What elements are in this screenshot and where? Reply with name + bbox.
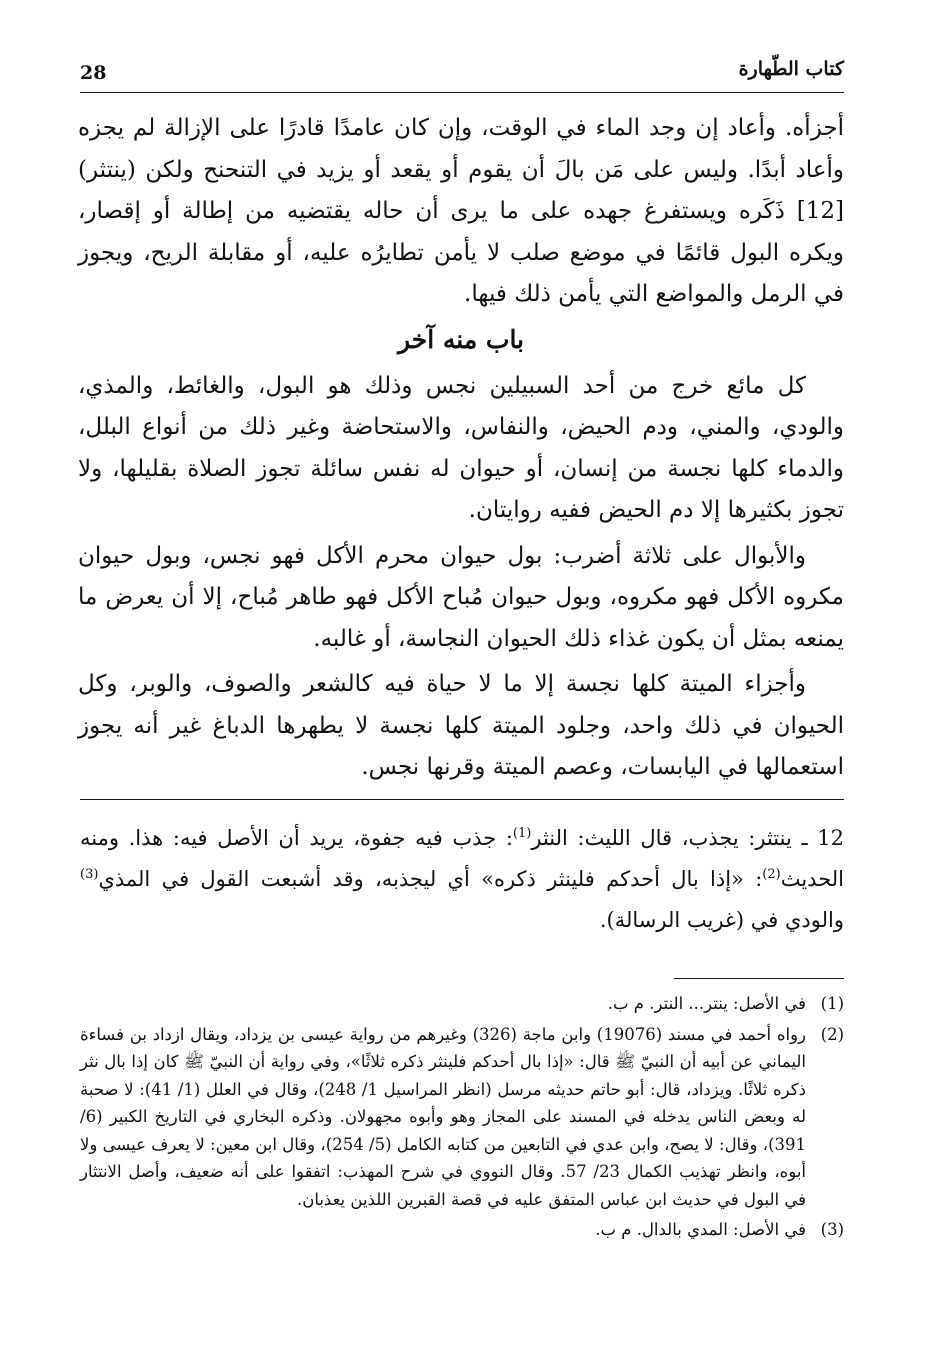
- gloss-part-3: : «إذا بال أحدكم فلينثر ذكره» أي ليجذبه، وقد أشبعت القول في المذي: [98, 867, 763, 891]
- section-title: باب منه آخر: [397, 324, 525, 354]
- main-text: [78, 108, 844, 789]
- footnote-number: (3): [820, 1220, 844, 1239]
- gloss-footnote-ref-2[interactable]: (2): [762, 867, 781, 882]
- gloss-footnote-ref-3[interactable]: (3): [80, 867, 99, 882]
- paragraph-4: وأجزاء الميتة كلها نجسة إلا ما لا حياة فيه كالشعر والصوف، والوبر، وكل الحيوان في ذلك واحد، وجلود الميتة كلها نجسة لا يطهرها الدباغ غير أنه يجوز استعمالها في اليابسات، وعصم الميتة وقرنها نجس.: [78, 671, 844, 780]
- gloss-part-2: : جذب فيه جفوة، يريد أن الأصل فيه: هذا. ومنه الحديث: [80, 826, 844, 891]
- footnote-1: [80, 990, 844, 1018]
- footnote-number: (1): [820, 994, 844, 1013]
- gloss-commentary: [80, 818, 844, 941]
- gloss-footnote-ref-1[interactable]: (1): [512, 826, 532, 841]
- footnote-2: [80, 1021, 844, 1214]
- paragraph-3: والأبوال على ثلاثة أضرب: بول حيوان محرم الأكل فهو نجس، وبول حيوان مكروه الأكل فهو مكروه، وبول حيوان مُباح الأكل فهو طاهر مُباح، إلا أن يعرض ما يمنعه بمثل أن يكون غذاء ذلك الحيوان النجاسة، أو غالبه.: [78, 542, 844, 652]
- gloss-paragraph: [80, 818, 844, 941]
- footnote-text: في الأصل: المدي بالدال. م ب.: [595, 1220, 806, 1239]
- footnote-3: [80, 1216, 844, 1244]
- footnote-separator-rule: [674, 978, 844, 979]
- text-separator-rule: [80, 799, 844, 800]
- running-title: كتاب الطّهارة: [738, 58, 844, 80]
- header-rule: [80, 92, 844, 93]
- page-header: [80, 52, 844, 92]
- gloss-part-1: 12 ـ ينتثر: يجذب، قال الليث: النثر: [531, 826, 844, 850]
- footnote-text: رواه أحمد في مسند (19076) وابن ماجة (326) وغيرهم من رواية عيسى بن يزداد، ويقال ازداد بن فساءة اليماني عن أبيه أن النبيّ ﷺ قال: «إذا بال أحدكم فلينثر ذكره ثلاثًا»، وفي رواية أن النبيّ ﷺ كان إذا بال نثر ذكره ثلاثًا. ويزداد، قال: أبو حاتم حديثه مرسل (انظر المراسيل 1/ 248)، وقال في العلل (1/ 41): لا صحبة له وبعض الناس يدخله في المسند على المجاز وهو وأبوه مجهولان. وذكره البخاري في التاريخ الكبير (6/ 391)، وقال: لا يصح، وابن عدي في التابعين من كتابه الكامل (5/ 254)، وقال ابن معين: لا يعرف عيسى ولا أبوه، وانظر تهذيب الكمال 23/ 57. وقال النووي في شرح المهذب: اتفقوا على أنه ضعيف، وأصل الانتثار في البول في حديث ابن عباس المتفق عليه في قصة القبرين اللذين يعذبان.: [80, 1024, 807, 1209]
- paragraph-2: كل مائع خرج من أحد السبيلين نجس وذلك هو البول، والغائط، والمذي، والودي، والمني، ودم الحيض، والنفاس، والاستحاضة وغير ذلك من أنواع البلل، والدماء كلها نجسة من إنسان، أو حيوان له نفس سائلة تجوز الصلاة بقليلها، ولا تجوز بكثيرها إلا دم الحيض ففيه روايتان.: [78, 372, 844, 523]
- footnote-number: (2): [820, 1024, 844, 1044]
- footnote-text: في الأصل: ينتر... النتر. م ب.: [607, 994, 806, 1013]
- paragraph-1: أجزأه. وأعاد إن وجد الماء في الوقت، وإن كان عامدًا قادرًا على الإزالة لم يجزه وأعاد أبدًا. وليس على مَن بالَ أن يقوم أو يقعد أو يزيد في التنحنح ولكن (ينتثر)[12] ذَكَره ويستفرغ جهده على ما يرى أن حاله يقتضيه من إطالة أو إقصار، ويكره البول قائمًا في موضع صلب لا يأمن تطايرُه عليه، أو مقابلة الريح، ويجوز في الرمل والمواضع التي يأمن ذلك فيها.: [78, 115, 844, 307]
- page-number: 28: [80, 62, 107, 84]
- footnotes: [80, 990, 844, 1244]
- gloss-part-4: والودي في (غريب الرسالة).: [599, 908, 844, 932]
